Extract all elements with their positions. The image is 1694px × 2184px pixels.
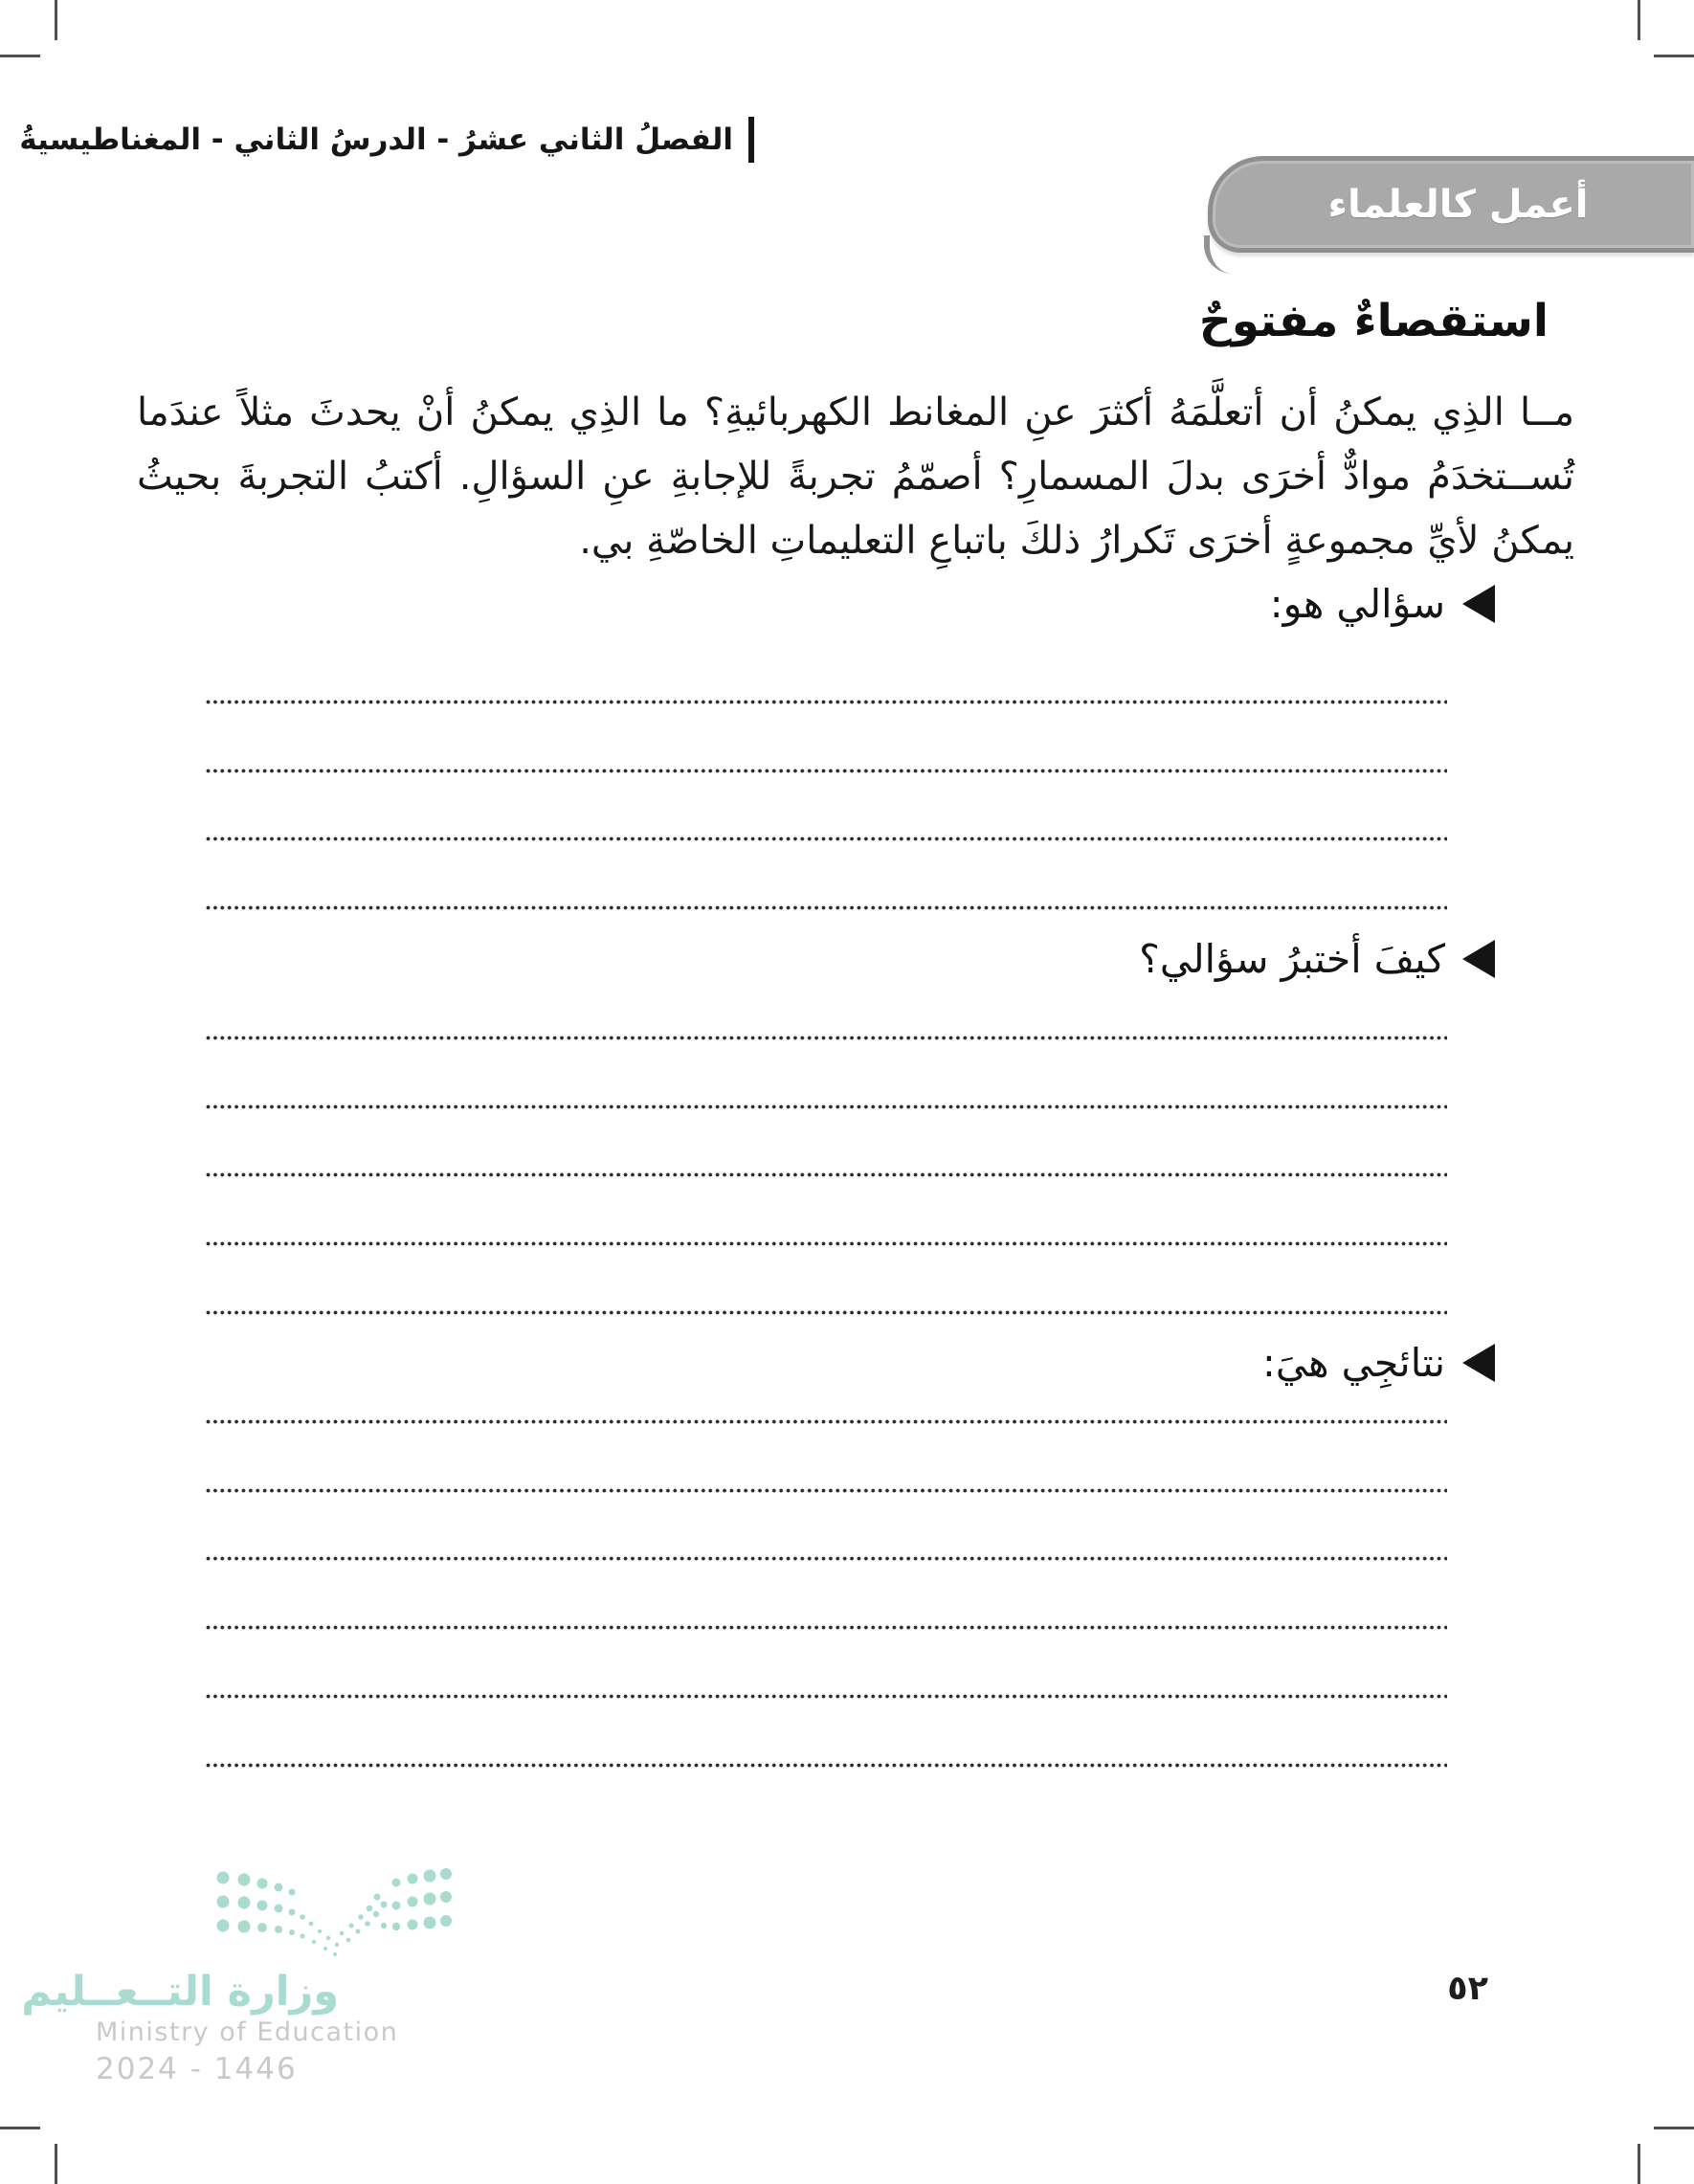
writing-lines-my-results <box>206 1419 1447 1835</box>
dotted-writing-line <box>206 905 1447 910</box>
crop-mark <box>0 55 40 57</box>
prompt-my-results <box>1262 1340 1495 1386</box>
triangle-bullet-icon <box>1462 585 1495 623</box>
prompt-label: سؤالي هو: <box>1269 581 1445 627</box>
prompt-my-question <box>1270 581 1495 627</box>
ministry-logo-dots <box>216 1866 452 1958</box>
dotted-writing-line <box>206 769 1447 773</box>
chapter-header <box>19 117 754 163</box>
crop-mark <box>0 2127 40 2129</box>
dotted-writing-line <box>206 700 1447 704</box>
dotted-writing-line <box>206 1310 1447 1315</box>
dotted-writing-line <box>206 1172 1447 1177</box>
dotted-writing-line <box>206 1625 1447 1630</box>
prompt-how-i-test <box>1139 936 1495 982</box>
edition-year: 2024 - 1446 <box>96 2052 298 2086</box>
header-divider-bar <box>748 117 754 163</box>
triangle-bullet-icon <box>1462 940 1495 978</box>
dotted-writing-line <box>206 1556 1447 1561</box>
crop-mark <box>1638 0 1640 40</box>
ministry-wordmark-arabic: وزارة التــعــليم <box>21 1968 339 2016</box>
work-like-scientists-banner <box>1208 156 1694 253</box>
prompt-label: كيفَ أختبرُ سؤالي؟ <box>1139 936 1445 982</box>
dotted-writing-line <box>206 836 1447 841</box>
inquiry-intro-paragraph: مــا الذِي يمكنُ أن أتعلَّمَهُ أكثرَ عنِ المغانط الكهربائيةِ؟ ما الذِي يمكنُ أنْ يحدثَ مثلاً عندَما تُســتخدَمُ موادٌّ أخرَى بدلَ المسمارِ؟ أصمّمُ تجربةً للإجابةِ عنِ السؤالِ. أكتبُ التجربةَ بحيثُ يمكنُ لأيِّ مجموعةٍ أخرَى تَكرارُ ذلكَ باتباعِ التعليماتِ الخاصّةِ بي. <box>137 390 1574 563</box>
banner-label: أعمل كالعلماء <box>1327 182 1589 227</box>
crop-mark <box>1638 2144 1640 2184</box>
triangle-bullet-icon <box>1462 1344 1495 1382</box>
dotted-writing-line <box>206 1036 1447 1040</box>
crop-mark <box>1654 2127 1694 2129</box>
dotted-writing-line <box>206 1763 1447 1768</box>
chapter-lesson-title: الفصلُ الثاني عشرُ - الدرسُ الثاني - المغناطيسيةُ <box>19 123 733 157</box>
dotted-writing-line <box>206 1241 1447 1246</box>
crop-mark <box>55 0 57 40</box>
crop-mark <box>55 2144 57 2184</box>
dotted-writing-line <box>206 1104 1447 1109</box>
dotted-writing-line <box>206 1419 1447 1424</box>
prompt-label: نتائجِي هيَ: <box>1262 1340 1445 1386</box>
ministry-name-english: Ministry of Education <box>96 2017 399 2047</box>
dotted-writing-line <box>206 1488 1447 1493</box>
open-inquiry-heading: استقصاءٌ مفتوحٌ <box>1198 295 1549 347</box>
crop-mark <box>1654 55 1694 57</box>
page-number: ٥٢ <box>1447 1970 1488 2008</box>
dotted-writing-line <box>206 1694 1447 1699</box>
writing-lines-how-i-test <box>206 1036 1447 1382</box>
